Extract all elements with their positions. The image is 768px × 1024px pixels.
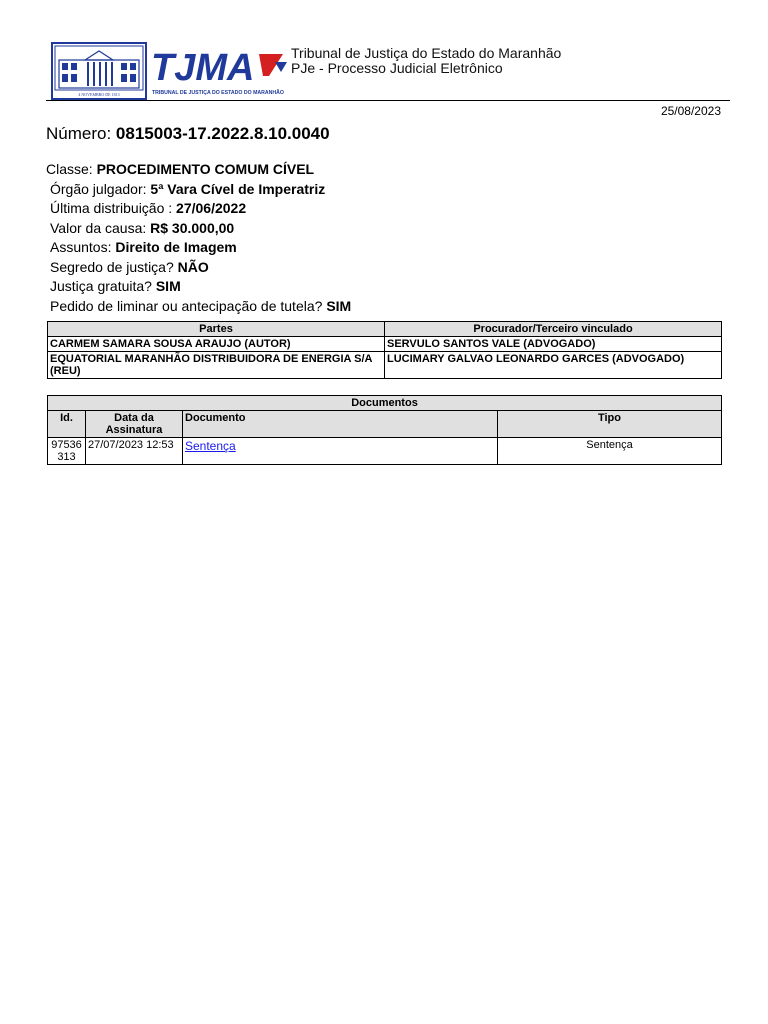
classe-value: PROCEDIMENTO COMUM CÍVEL — [96, 161, 315, 177]
info-classe — [46, 160, 351, 180]
valor-value: R$ 30.000,00 — [150, 219, 235, 236]
segredo-value: NÃO — [177, 258, 209, 275]
tjma-wordmark: TJMA — [151, 47, 255, 89]
header-divider — [46, 100, 730, 101]
segredo-label: Segredo de justiça? — [50, 258, 174, 275]
info-liminar — [46, 297, 351, 317]
orgao-value: 5ª Vara Cível de Imperatriz — [150, 180, 326, 197]
court-title — [291, 46, 561, 76]
courthouse-seal-icon — [51, 42, 294, 100]
liminar-label: Pedido de liminar ou antecipação de tutela? — [50, 297, 323, 314]
procurador-cell: SERVULO SANTOS VALE (ADVOGADO) — [385, 337, 722, 352]
partes-table — [47, 321, 722, 379]
assuntos-value: Direito de Imagem — [115, 239, 237, 255]
system-name: PJe - Processo Judicial Eletrônico — [291, 60, 503, 76]
sentenca-document-link[interactable]: Sentença — [185, 439, 236, 453]
info-segredo — [46, 258, 351, 278]
print-date: 25/08/2023 — [660, 104, 721, 118]
case-number-value: 0815003-17.2022.8.10.0040 — [115, 124, 330, 143]
valor-label: Valor da causa: — [50, 219, 147, 236]
seal-caption: 4 NOVEMBRO DE 1813 — [78, 92, 120, 97]
doc-id-cell: 97536313 — [48, 438, 86, 465]
procurador-header: Procurador/Terceiro vinculado — [385, 322, 722, 337]
wordmark-subtitle: TRIBUNAL DE JUSTIÇA DO ESTADO DO MARANHÃO — [152, 90, 284, 96]
info-valor — [46, 219, 351, 239]
documentos-title-row — [48, 396, 722, 411]
distrib-label: Última distribuição : — [50, 200, 173, 216]
tipo-header: Tipo — [498, 411, 722, 438]
info-orgao — [46, 180, 351, 200]
parte-cell: CARMEM SAMARA SOUSA ARAUJO (AUTOR) — [48, 337, 385, 352]
gratuita-value: SIM — [155, 278, 181, 294]
case-number — [46, 124, 330, 144]
doc-name-cell — [183, 438, 498, 465]
table-row — [48, 337, 722, 352]
court-name: Tribunal de Justiça do Estado do Maranhão — [291, 45, 562, 61]
doc-type-cell: Sentença — [498, 438, 722, 465]
distrib-value: 27/06/2022 — [176, 200, 247, 216]
gratuita-label: Justiça gratuita? — [50, 278, 152, 294]
tjma-logo — [51, 42, 294, 100]
documentos-table — [47, 395, 722, 465]
documento-header: Documento — [183, 411, 498, 438]
case-number-label: Número: — [46, 124, 112, 143]
page-header — [46, 42, 732, 100]
assuntos-label: Assuntos: — [50, 239, 112, 255]
partes-header-row — [48, 322, 722, 337]
procurador-cell: LUCIMARY GALVAO LEONARDO GARCES (ADVOGADO) — [385, 352, 722, 379]
info-distribuicao — [46, 199, 351, 219]
info-assuntos — [46, 238, 351, 258]
parte-cell: EQUATORIAL MARANHÃO DISTRIBUIDORA DE ENERGIA S/A (REU) — [48, 352, 385, 379]
id-header: Id. — [48, 411, 86, 438]
info-gratuita — [46, 277, 351, 297]
data-header: Data da Assinatura — [86, 411, 183, 438]
doc-date-cell: 27/07/2023 12:53 — [86, 438, 183, 465]
classe-label: Classe: — [46, 161, 93, 177]
documentos-title: Documentos — [48, 396, 722, 411]
documentos-header-row — [48, 411, 722, 438]
case-info — [46, 160, 351, 316]
table-row — [48, 438, 722, 465]
partes-header: Partes — [48, 322, 385, 337]
orgao-label: Órgão julgador: — [50, 180, 147, 197]
table-row — [48, 352, 722, 379]
liminar-value: SIM — [326, 297, 352, 314]
